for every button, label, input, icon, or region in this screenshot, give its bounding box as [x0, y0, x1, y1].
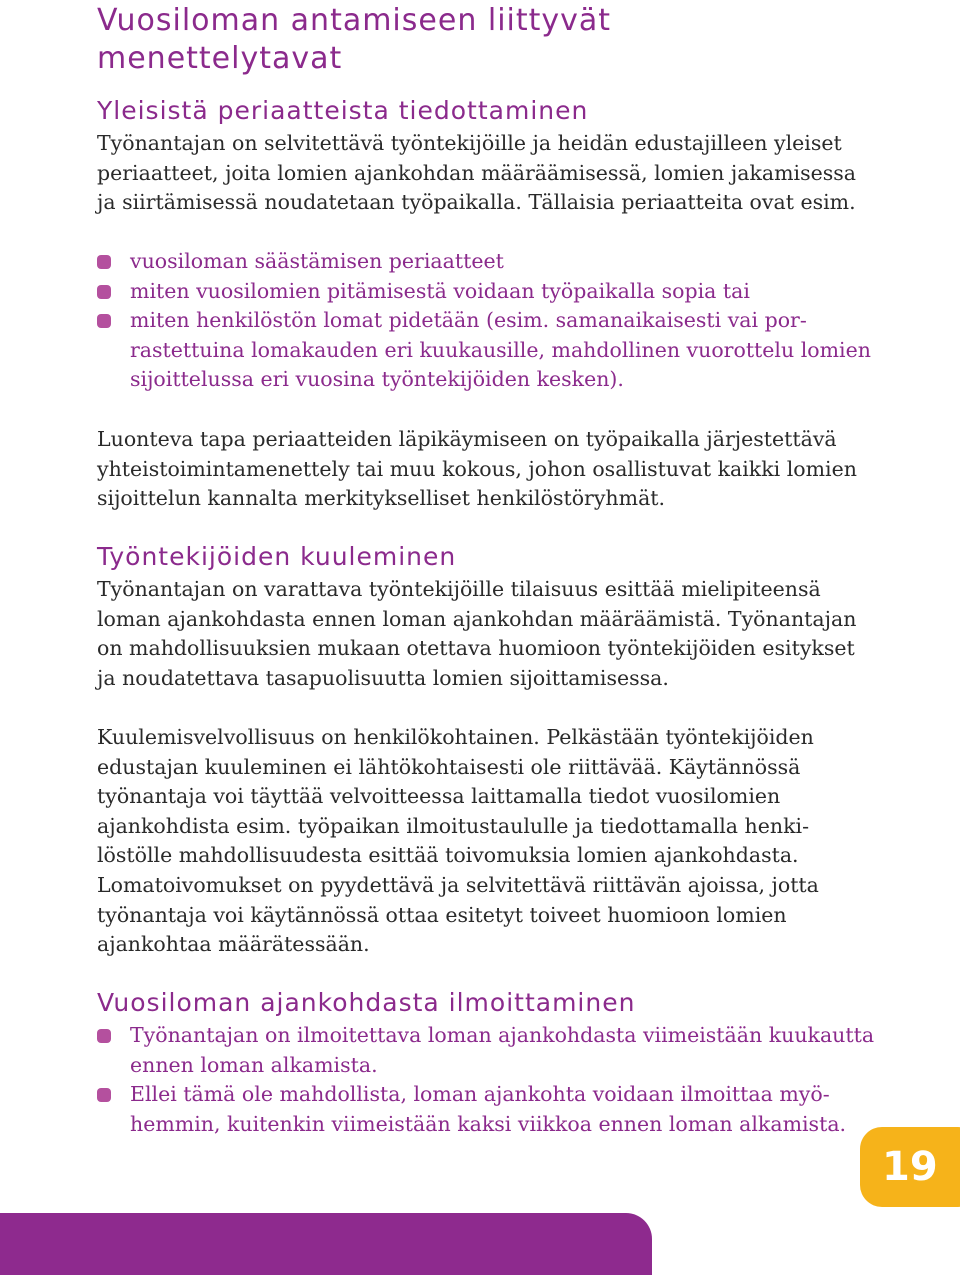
bullet-square-icon [97, 314, 111, 328]
bullet-square-icon [97, 285, 111, 299]
list-item-text: miten vuosilomien pitämisestä voidaan työpaikalla sopia tai [130, 278, 750, 303]
section-heading-ilmoittaminen: Vuosiloman ajankohdasta ilmoittaminen [97, 988, 636, 1017]
list-item [97, 1021, 877, 1080]
list-item [97, 247, 877, 277]
bullet-square-icon [97, 1088, 111, 1102]
list-item [97, 277, 877, 307]
bullet-square-icon [97, 255, 111, 269]
list-item [97, 1080, 877, 1139]
section-paragraph: Työnantajan on selvitettävä työntekijöille ja heidän edustajilleen yleiset periaatteet, joita lomien ajankohdan määräämisessä, lomien jakamisessa ja siirtämisessä noudatetaan työpaikalla. Tällaisia periaatteita ovat esim. [97, 131, 857, 215]
list-item-text: vuosiloman säästämisen periaatteet [130, 249, 504, 273]
bullet-list [97, 1021, 877, 1139]
page-number-badge: 19 [860, 1127, 960, 1207]
list-item-text: Ellei tämä ole mahdollista, loman ajankohta voidaan ilmoittaa myöhemmin, kuitenkin viimeistään kaksi viikkoa ennen loman alkamista. [130, 1082, 847, 1136]
list-item [97, 306, 877, 395]
section-paragraph: Työnantajan on varattava työntekijöille tilaisuus esittää mielipiteensä loman ajankohdasta ennen loman ajankohdan määräämistä. Työnantajan on mahdollisuuksien mukaan otettava huomioon työntekijöiden esitykset ja noudatettava tasapuolisuutta lomien sijoittamisessa. [97, 577, 857, 690]
bullet-list [97, 247, 877, 395]
section-paragraph: Luonteva tapa periaatteiden läpikäymiseen on työpaikalla järjestettävä yhteistoimintamenettely tai muu kokous, johon osallistuvat kaikki lomien sijoittelun kannalta merkitykselliset henkilöstöryhmät. [97, 427, 857, 511]
page-title: Vuosiloman antamiseen liittyvät menettelytavat [97, 3, 612, 76]
list-item-text: miten henkilöstön lomat pidetään (esim. samanaikaisesti vai porrastettuina lomakauden eri kuukausille, mahdollinen vuorottelu lomien sijoittelussa eri vuosina työntekijöiden kesken). [130, 308, 871, 392]
section-heading-yleisista: Yleisistä periaatteista tiedottaminen [97, 96, 589, 125]
section-paragraph: Kuulemisvelvollisuus on henkilökohtainen. Pelkästään työntekijöiden edustajan kuuleminen ei lähtökohtaisesti ole riittävää. Käytännössä työnantaja voi täyttää velvoitteessa laittamalla tiedot vuosilomien ajankohdista esim. työpaikan ilmoitustaululle ja tiedottamalla henkilöstölle mahdollisuudesta esittää toivomuksia lomien ajankohdasta. Lomatoivomukset on pyydettävä ja selvitettävä riittävän ajoissa, jotta työnantaja voi käytännössä ottaa esitetyt toiveet huomioon lomien ajankohtaa määrätessään. [97, 725, 819, 957]
bullet-square-icon [97, 1029, 111, 1043]
list-item-text: Työnantajan on ilmoitettava loman ajankohdasta viimeistään kuukautta ennen loman alkamista. [130, 1023, 875, 1077]
footer-band [0, 1213, 652, 1275]
section-heading-kuuleminen: Työntekijöiden kuuleminen [97, 542, 457, 571]
